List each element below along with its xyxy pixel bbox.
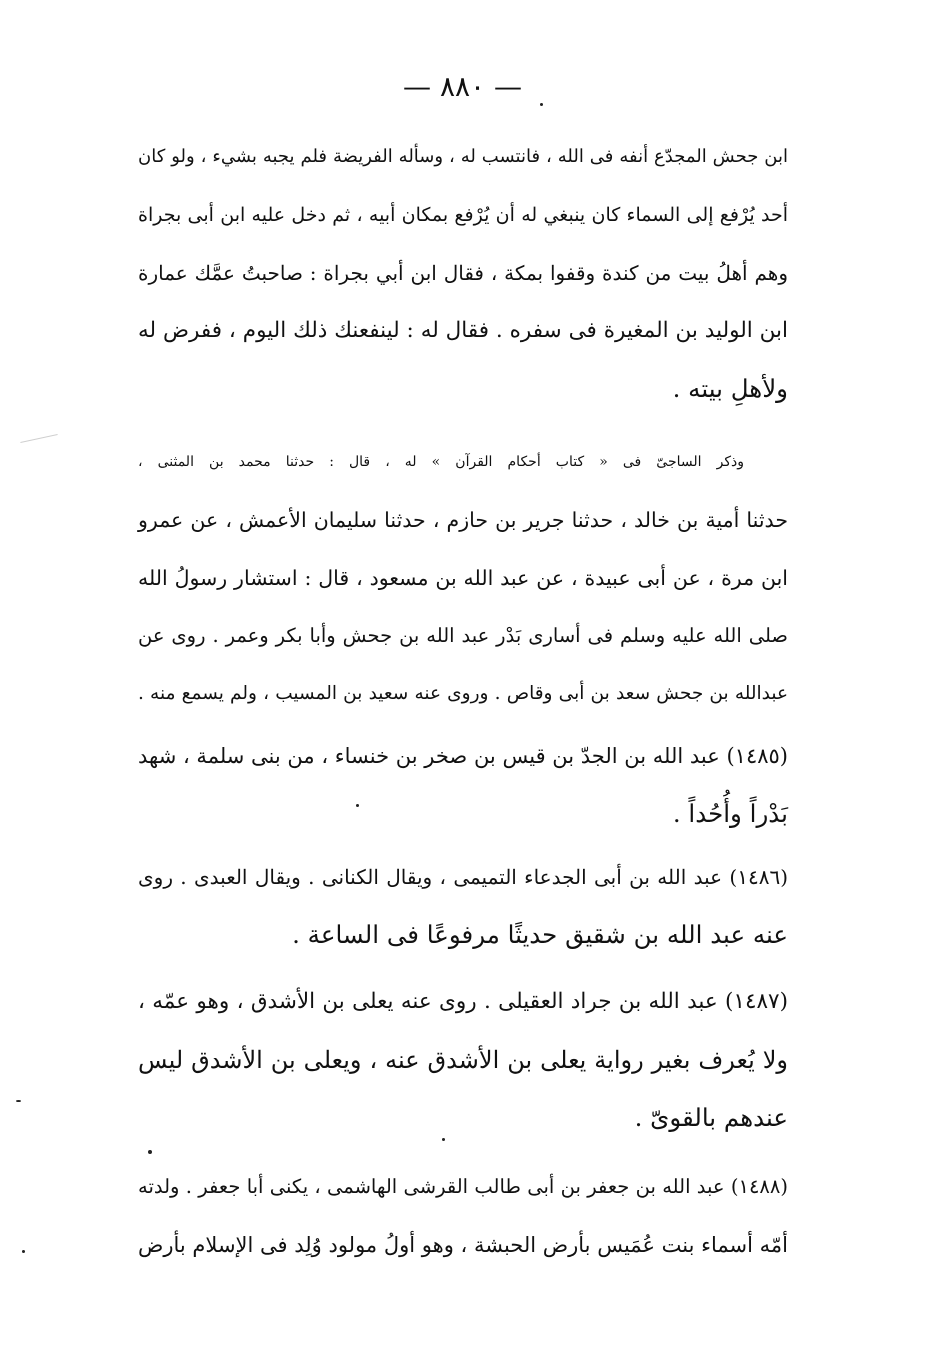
- entry-1485: [138, 727, 788, 843]
- text-line: حدثنا أمية بن خالد ، حدثنا جرير بن حازم ، حدثنا سليمان الأعمش ، عن عمرو: [138, 508, 788, 532]
- scan-speck: [16, 1100, 21, 1102]
- text-line: ابن مرة ، عن أبى عبيدة ، عن عبد الله بن مسعود ، قال : استشار رسولُ الله: [138, 566, 788, 590]
- entry-1488: [138, 1158, 788, 1274]
- text-line: ولأهلِ بيته .: [672, 374, 788, 403]
- text-line: ابن الوليد بن المغيرة فى سفره . فقال له : لينفعنك ذلك اليوم ، ففرض له: [138, 318, 788, 343]
- text-line: وذكر الساجىّ فى « كتاب أحكام القرآن » له ، قال : حدثنا محمد بن المثنى ،: [138, 454, 744, 470]
- text-line: أحد يُرْفع إلى السماء كان ينبغي له أن يُرْفع بمكان أبيه ، ثم دخل عليه ابن أبى بجراة: [138, 204, 788, 226]
- scan-speck: [22, 1250, 25, 1253]
- text-line: ولا يُعرف بغير رواية يعلى بن الأشدق عنه ، ويعلى بن الأشدق ليس: [138, 1046, 788, 1074]
- paragraph-2: [138, 433, 788, 723]
- paragraph-1: [138, 128, 788, 418]
- scan-speck: [356, 804, 359, 807]
- text-line: أمّه أسماء بنت عُمَيس بأرض الحبشة ، وهو أولُ مولود وُلِد فى الإسلام بأرض: [137, 1233, 788, 1257]
- scan-speck: [442, 1138, 445, 1141]
- text-line: (١٤٨٥) عبد الله بن الجدّ بن قيس بن صخر بن خنساء ، من بنى سلمة ، شهد: [138, 744, 788, 768]
- text-line: (١٤٨٧) عبد الله بن جراد العقيلى . روى عنه يعلى بن الأشدق ، وهو عمّه ،: [138, 989, 788, 1014]
- scan-speck: [148, 1150, 152, 1154]
- scan-scratch: [20, 434, 57, 443]
- text-line: بَدْراً وأُحُداً .: [672, 799, 788, 828]
- text-line: صلى الله عليه وسلم فى أسارى بَدْر عبد الله بن جحش وأبا بكر وعمر . روى عن: [138, 624, 788, 647]
- text-line: عبدالله بن جحش سعد بن أبى وقاص . وروى عنه سعيد بن المسيب ، ولم يسمع منه .: [138, 683, 788, 704]
- text-line: ابن جحش المجدّع أنفه فى الله ، فانتسب له ، وسأله الفريضة فلم يجبه بشيء ، ولو كان: [138, 146, 788, 167]
- entry-1486: [138, 848, 788, 964]
- text-line: عنه عبد الله بن شقيق حديثًا مرفوعًا فى الساعة .: [292, 920, 788, 949]
- entry-1487: [138, 973, 788, 1147]
- text-line: عندهم بالقوىّ .: [634, 1103, 788, 1132]
- text-line: (١٤٨٨) عبد الله بن جعفر بن أبى طالب القرشى الهاشمى ، يكنى أبا جعفر . ولدته: [138, 1175, 788, 1198]
- page-number: — ٨٨٠ —: [403, 70, 522, 103]
- text-line: وهم أهلُ بيت من كندة وقفوا بمكة ، فقال ابن أبي بجراة : صاحبتُ عمَّك عمارة: [138, 261, 788, 285]
- text-line: (١٤٨٦) عبد الله بن أبى الجدعاء التميمى ، ويقال الكنانى . ويقال العبدى . روى: [138, 865, 788, 889]
- scan-speck: [540, 103, 543, 106]
